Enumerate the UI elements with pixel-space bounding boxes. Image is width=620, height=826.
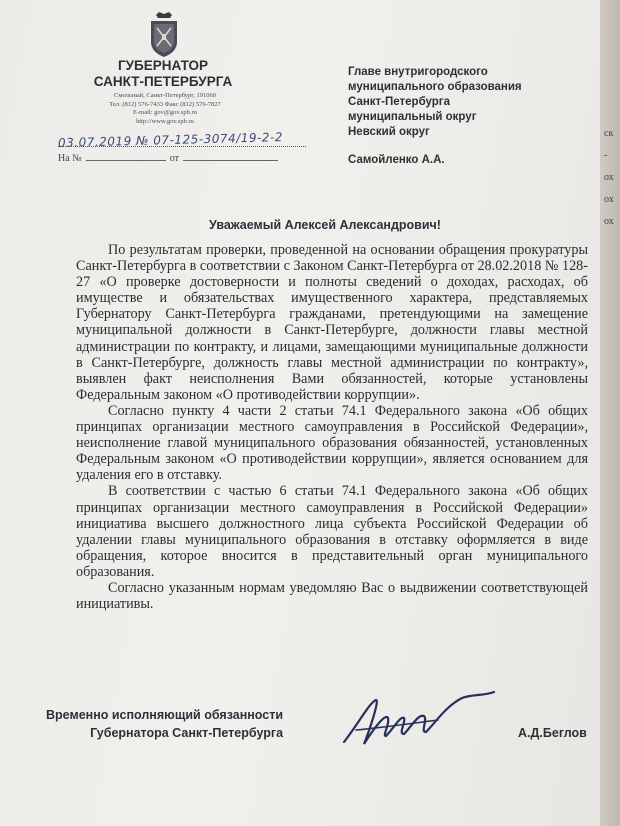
registration-number-handwritten: 03.07.2019 № 07-125-3074/19-2-2 — [57, 130, 284, 150]
edge-fragment: ск — [604, 128, 614, 139]
governor-title: ГУБЕРНАТОР САНКТ-ПЕТЕРБУРГА — [93, 58, 233, 89]
adjacent-document-edge — [600, 0, 620, 826]
edge-fragment: - — [604, 150, 608, 161]
governor-contacts: Смольный, Санкт-Петербург, 191060 Тел. (812) 576-7433 Факс (812) 576-7827 E-mail: gov@gov.spb.ru http://www.gov.spb.ru — [109, 92, 221, 125]
edge-fragment: ох — [604, 172, 614, 183]
paragraph: Согласно пункту 4 части 2 статьи 74.1 Федерального закона «Об общих принципах организации местного самоуправления в Российской Федерации», неисполнение главой муниципального образования обязанностей, установленных Федеральным законом «О противодействии коррупции», является основанием для удаления его в отставку. — [76, 402, 588, 484]
reply-reference-row: На № от — [58, 153, 278, 164]
edge-fragment: ох — [604, 194, 614, 205]
paragraph: Согласно указанным нормам уведомляю Вас о выдвижении соответствующей инициативы. — [76, 579, 588, 613]
recipient-address: Главе внутригородского муниципального образования Санкт-Петербурга муниципальный округ Невский округ — [348, 66, 522, 138]
paragraph: В соответствии с частью 6 статьи 74.1 Федерального закона «Об общих принципах организации местного самоуправления в Российской Федерации» инициатива высшего должностного лица субъекта Российской Федерации об удалении главы муниципального образования в отставку оформляется в виде обращения, которое вносится в представительный орган муниципального образования. — [76, 483, 588, 580]
edge-fragment: ох — [604, 216, 614, 227]
salutation: Уважаемый Алексей Александрович! — [209, 218, 441, 232]
signatory-name: А.Д.Беглов — [518, 726, 587, 740]
handwritten-signature — [338, 684, 498, 754]
registration-line — [58, 146, 306, 147]
coat-of-arms-emblem — [147, 12, 181, 58]
letter-body — [76, 242, 588, 612]
signatory-title: Временно исполняющий обязанности Губернатора Санкт-Петербурга — [46, 708, 284, 740]
paragraph: По результатам проверки, проведенной на основании обращения прокуратуры Санкт-Петербурга в соответствии с Законом Санкт-Петербурга от 28.02.2018 № 128-27 «О проверке достоверности и полноты сведений о доходах, расходах, об имуществе и обязательствах имущественного характера, представляемых Губернатору Санкт-Петербурга гражданами, претендующими на замещение муниципальной должности в Санкт-Петербурге, должности главы местной администрации по контракту, и лицами, замещающими муниципальные должности в Санкт-Петербурге, должность главы местной администрации по контракту», выявлен факт неисполнения Вами обязанностей, которые установлены Федеральным законом «О противодействии коррупции». — [76, 242, 588, 403]
recipient-name: Самойленко А.А. — [348, 154, 445, 166]
